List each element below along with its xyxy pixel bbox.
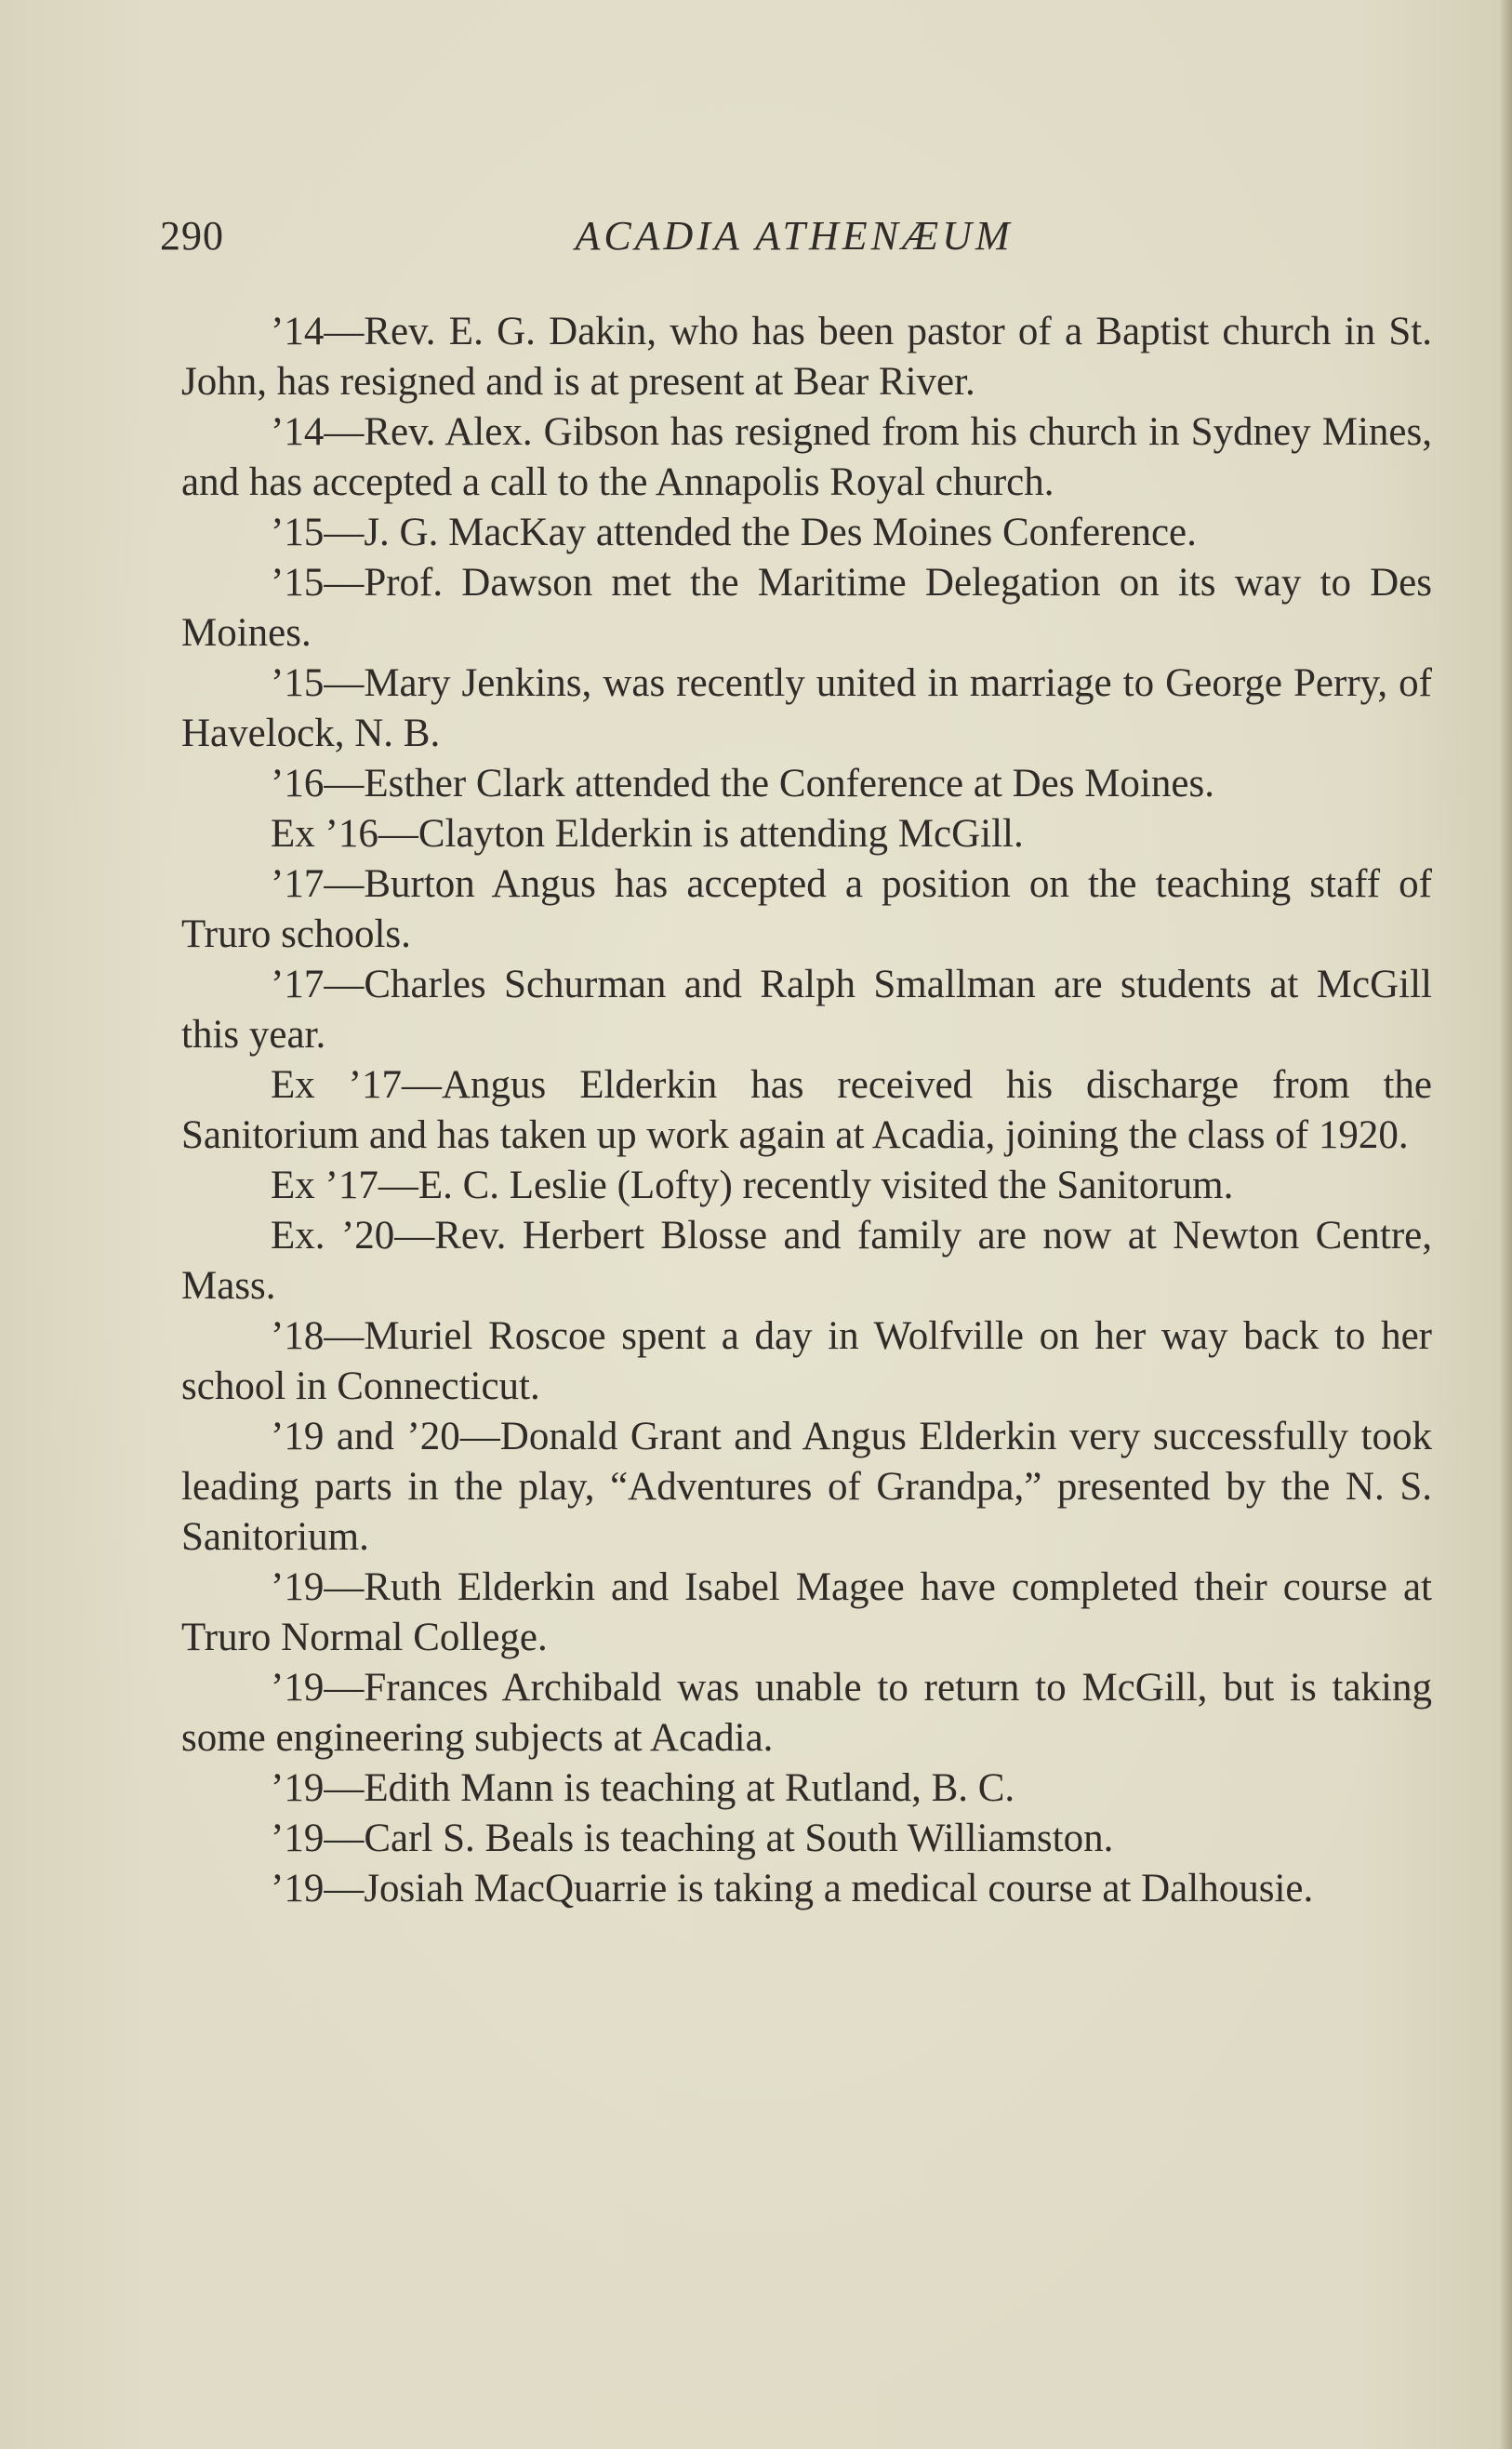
alumni-note: ’18—Muriel Roscoe spent a day in Wolfville on her way back to her school in Connecticut. bbox=[181, 1314, 1432, 1408]
alumni-note: ’17—Burton Angus has accepted a position on the teaching staff of Truro schools. bbox=[181, 862, 1432, 956]
alumni-note: Ex ’16—Clayton Elderkin is attending McGill. bbox=[271, 812, 1024, 856]
page-header bbox=[160, 212, 1428, 268]
page-edge-shadow bbox=[1499, 0, 1512, 2449]
alumni-note: Ex ’17—Angus Elderkin has received his discharge from the Sanitorium and has taken up work again at Acadia, joining the class of 1920. bbox=[181, 1063, 1432, 1157]
alumni-note: ’19—Josiah MacQuarrie is taking a medical course at Dalhousie. bbox=[271, 1867, 1314, 1910]
page-number: 290 bbox=[160, 213, 224, 259]
alumni-note: ’15—J. G. MacKay attended the Des Moines Conference. bbox=[271, 511, 1197, 554]
alumni-note: ’15—Prof. Dawson met the Maritime Delegation on its way to Des Moines. bbox=[181, 561, 1432, 655]
alumni-note: Ex. ’20—Rev. Herbert Blosse and family are now at Newton Centre, Mass. bbox=[181, 1214, 1432, 1308]
running-title: ACADIA ATHENÆUM bbox=[575, 213, 1014, 259]
alumni-note: ’16—Esther Clark attended the Conference at Des Moines. bbox=[271, 762, 1214, 805]
alumni-note: Ex ’17—E. C. Leslie (Lofty) recently visited the Sanitorum. bbox=[271, 1164, 1234, 1207]
alumni-note: ’19 and ’20—Donald Grant and Angus Elderkin very successfully took leading parts in the play, “Adventures of Grandpa,” presented by the N. S. Sanitorium. bbox=[181, 1415, 1432, 1559]
alumni-notes bbox=[181, 307, 1432, 1914]
alumni-note: ’17—Charles Schurman and Ralph Smallman are students at McGill this year. bbox=[181, 963, 1432, 1057]
alumni-note: ’19—Edith Mann is teaching at Rutland, B. C. bbox=[271, 1766, 1015, 1810]
alumni-note: ’14—Rev. Alex. Gibson has resigned from his church in Sydney Mines, and has accepted a call to the Annapolis Royal church. bbox=[181, 410, 1432, 504]
alumni-note: ’19—Carl S. Beals is teaching at South Williamston. bbox=[271, 1817, 1114, 1860]
alumni-note: ’15—Mary Jenkins, was recently united in marriage to George Perry, of Havelock, N. B. bbox=[181, 661, 1432, 755]
alumni-note: ’19—Ruth Elderkin and Isabel Magee have completed their course at Truro Normal College. bbox=[181, 1565, 1432, 1659]
alumni-note: ’14—Rev. E. G. Dakin, who has been pastor of a Baptist church in St. John, has resigned and is at present at Bear River. bbox=[181, 310, 1432, 404]
alumni-note: ’19—Frances Archibald was unable to return to McGill, but is taking some engineering subjects at Acadia. bbox=[181, 1666, 1432, 1760]
